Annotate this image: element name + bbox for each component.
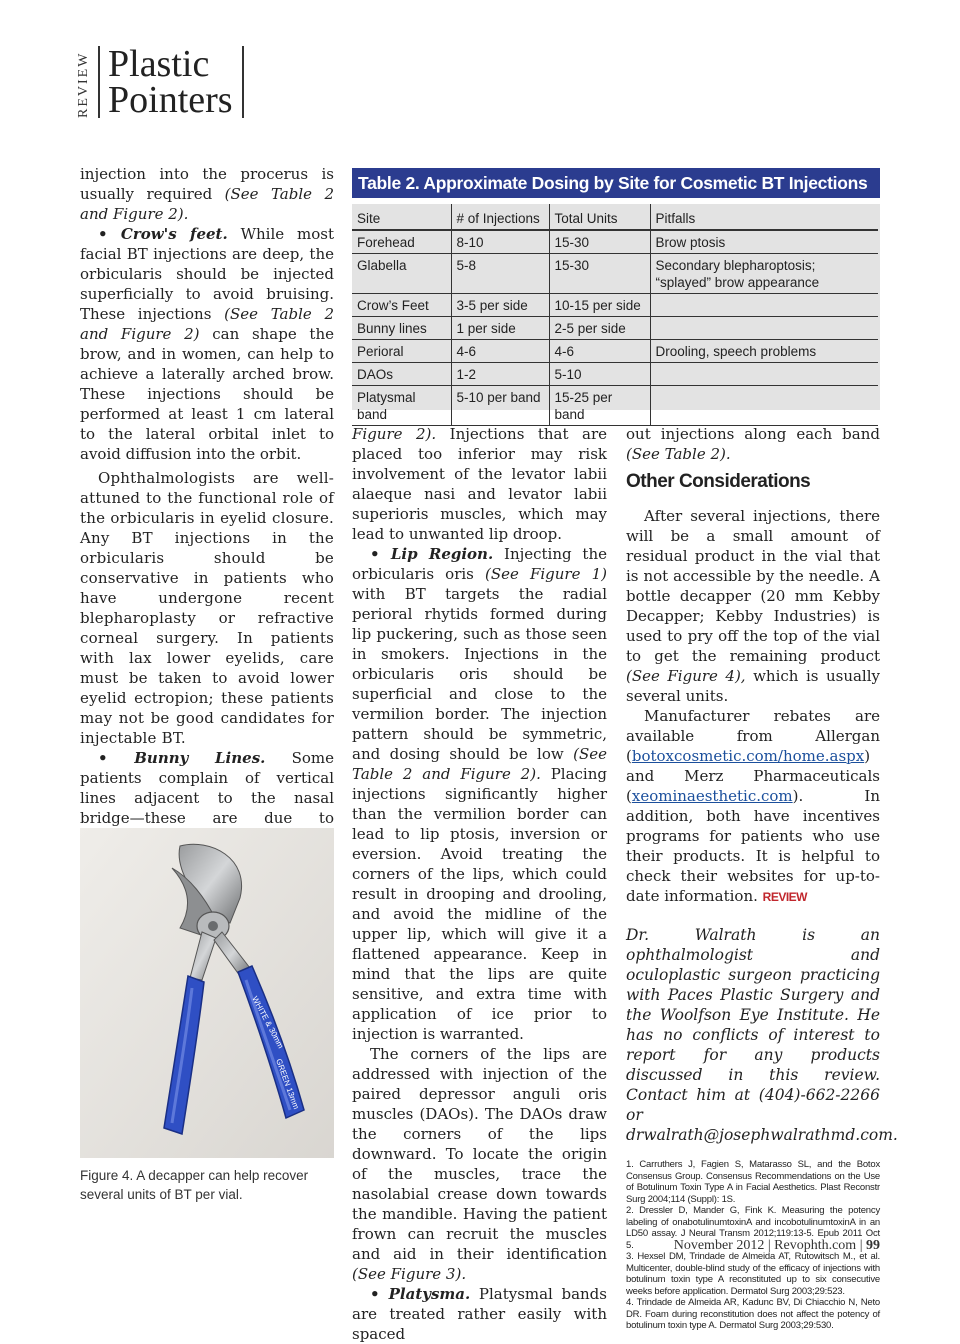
table-row [352, 340, 878, 363]
paragraph: out injections along each band (See Table 2). [626, 425, 880, 463]
paragraph: Ophthalmologists are well-attuned to the functional role of the orbicularis in eyelid closure. Any BT injections in the orbicularis should be conservative in patients who have undergone recent blepharoplasty or refractive corneal surgery. In patients with lax lower eyelids, care must be taken to avoid lower eyelid ectropion; these patients may not be good candidates for injectable BT. [80, 469, 334, 747]
paragraph: Figure 2). Injections that are placed too inferior may risk involvement of the levator labii alaeque nasi and levator labii superioris muscles, which may lead to unwanted lip droop. [352, 425, 607, 543]
table-cell: Bunny lines [352, 317, 451, 340]
table-cell: 4-6 [549, 340, 650, 363]
paragraph: injection into the procerus is usually required (See Table 2 and Figure 2). [80, 165, 334, 223]
table-header-cell: Pitfalls [650, 204, 878, 230]
table-row [352, 230, 878, 254]
table-cell: 8-10 [451, 230, 549, 254]
end-mark: REVIEW [762, 890, 808, 904]
header-divider-left [98, 46, 100, 118]
table-cell: 5-10 [549, 363, 650, 386]
page-title-line2: Pointers [108, 79, 233, 121]
table-row [352, 254, 878, 294]
table-header-row [352, 204, 878, 230]
column-1 [80, 164, 334, 928]
table-cell: 2-5 per side [549, 317, 650, 340]
table-cell: 4-6 [451, 340, 549, 363]
table-cell: Glabella [352, 254, 451, 294]
table-cell: Crow’s Feet [352, 294, 451, 317]
decapper-illustration [80, 828, 334, 1158]
table-cell: Secondary blepharoptosis; “splayed” brow appearance [650, 254, 878, 294]
reference-item: 4. Trindade de Almeida AR, Kadunc BV, Di Chiacchio N, Neto DR. Foam during reconstitution does not affect the potency of botulinum toxin type A. Dermatol Surg 2003;29:530. [626, 1297, 880, 1331]
table-header-cell: Total Units [549, 204, 650, 230]
page-title [108, 43, 233, 121]
paragraph-crows-feet: • Crow's feet. While most facial BT injections are deep, the orbicularis should be injected superficially to avoid bruising. These injections (See Table 2 and Figure 2) can shape the brow, and in women, can help to achieve a laterally arched brow. These injections should be performed at least 1 cm lateral to the lateral orbital inlet to avoid diffusion into the orbit. [80, 225, 334, 463]
header-divider-right [242, 46, 244, 118]
paragraph-bunny-lines: • Bunny Lines. Some patients complain of vertical lines adjacent to the nasal bridge—these are due to [80, 749, 334, 827]
figure-caption: Figure 4. A decapper can help recover several units of BT per vial. [80, 1168, 309, 1202]
table-row [352, 317, 878, 340]
paragraph-platysma: • Platysma. Platysmal bands are treated rather easily with spaced [352, 1285, 607, 1343]
table-header-cell: # of Injections [451, 204, 549, 230]
column-2 [352, 424, 607, 1344]
author-bio: Dr. Walrath is an ophthalmologist and oculoplastic surgeon practicing with Paces Plastic Surgery and the Woolfson Eye Institute. He has no conflicts of interest to report for any products discussed in this review. Contact him at (404)-662-2266 or drwalrath@josephwalrathmd.com. [626, 926, 898, 1144]
decapper-photo [80, 828, 334, 1158]
reference-item: 1. Carruthers J, Fagien S, Matarasso SL, and the Botox Consensus Group. Consensus Recommendations on the Use of Botulinum Toxin Type A in Facial Aesthetics. Plast Reconstr Surg 2004;114 (Suppl): 1S. [626, 1159, 880, 1205]
table-row [352, 363, 878, 386]
page-footer: November 2012 | Revophth.com | 99 [673, 1238, 880, 1253]
column-3 [626, 424, 898, 1332]
table-cell [650, 386, 878, 426]
table-cell: 5-8 [451, 254, 549, 294]
table-title: Table 2. Approximate Dosing by Site for Cosmetic BT Injections [352, 168, 880, 198]
table-cell [650, 294, 878, 317]
allergan-link[interactable]: botoxcosmetic.com/home.aspx [631, 747, 865, 765]
table-row [352, 386, 878, 426]
handle-label-white: WHITE & 30mm [250, 994, 286, 1050]
table-cell: Perioral [352, 340, 451, 363]
table-cell: 5-10 per band [451, 386, 549, 426]
dosing-table [352, 204, 880, 422]
table-cell: Brow ptosis [650, 230, 878, 254]
reference-item: 3. Hexsel DM, Trindade de Almeida AT, Rutowitsch M., et al. Multicenter, double-blind study of the efficacy of injections with botulinum toxin type A reconstituted up to six consecutive weeks before application. Dermatol Surg 2003;29:523. [626, 1251, 880, 1297]
section-heading: Other Considerations [626, 471, 811, 492]
table-row [352, 294, 878, 317]
table-cell: 1 per side [451, 317, 549, 340]
table-cell: 15-25 per band [549, 386, 650, 426]
table-cell [650, 317, 878, 340]
table-cell: DAOs [352, 363, 451, 386]
table-cell: 15-30 [549, 230, 650, 254]
table-cell: 1-2 [451, 363, 549, 386]
table-cell: 3-5 per side [451, 294, 549, 317]
table-cell: 15-30 [549, 254, 650, 294]
handle-label-green: GREEN 13mm [274, 1057, 301, 1111]
paragraph-daos: The corners of the lips are addressed with injection of the paired depressor anguli oris muscles (DAOs). The DAOs draw the corners of the lips downward. To locate the origin of the muscles, trace the nasolabial crease down towards the mandible. Having the patient frown can recruit the muscles and aid in their identification (See Figure 3). [352, 1045, 607, 1283]
table-cell: Forehead [352, 230, 451, 254]
table-cell: Platysmal band [352, 386, 451, 426]
table-cell: Drooling, speech problems [650, 340, 878, 363]
paragraph-lip-region: • Lip Region. Injecting the orbicularis oris (See Figure 1) with BT targets the radial perioral rhytids formed during lip puckering, such as those seen in smokers. Injections in the orbicularis oris should be superficial and close to the vermilion border. The injection pattern should be symmetric, and dosing should be low (See Table 2 and Figure 2). Placing injections significantly higher than the vermilion border can lead to lip ptosis, inversion or eversion. Avoid treating the corners of the lips, which could result in drooping and drooling, and avoid the midline of the upper lip, which will give it a flattened appearance. Keep in mind that the lips are quite sensitive, and extra time with application of ice prior to injection is warranted. [352, 545, 607, 1043]
table-header-cell: Site [352, 204, 451, 230]
paragraph-rebates: Manufacturer rebates are available from Allergan (botoxcosmetic.com/home.aspx) and Merz Pharmaceuticals (xeominaesthetic.com). In addition, both have incentives programs for patients who use their products. It is helpful to check their websites for up-to-date information. REVIEW [626, 707, 880, 905]
page-title-line1: Plastic [108, 43, 210, 85]
page-number: 99 [866, 1238, 880, 1253]
xeomin-link[interactable]: xeominaesthetic.com [631, 787, 793, 805]
paragraph: After several injections, there will be a small amount of residual product in the vial that is not accessible by the needle. A bottle decapper (20 mm Kebby Decapper; Kebby Industries) is used to pry off the top of the vial to get the remaining product (See Figure 4), which is usually several units. [626, 507, 880, 705]
table-cell [650, 363, 878, 386]
footer-site: Revophth.com [774, 1238, 857, 1253]
dosing-table-grid [352, 204, 878, 426]
table-cell: 10-15 per side [549, 294, 650, 317]
footer-date: November 2012 [673, 1238, 765, 1253]
reference-item: 2. Dressler D, Mander G, Fink K. Measuring the potency labeling of onabotulinumtoxinA and incobotulinumtoxinA in an LD50 assay. J Neural Transm 2012;119:13-5. Epub 2011 Oct 5. [626, 1205, 880, 1251]
section-label: REVIEW [76, 51, 91, 118]
